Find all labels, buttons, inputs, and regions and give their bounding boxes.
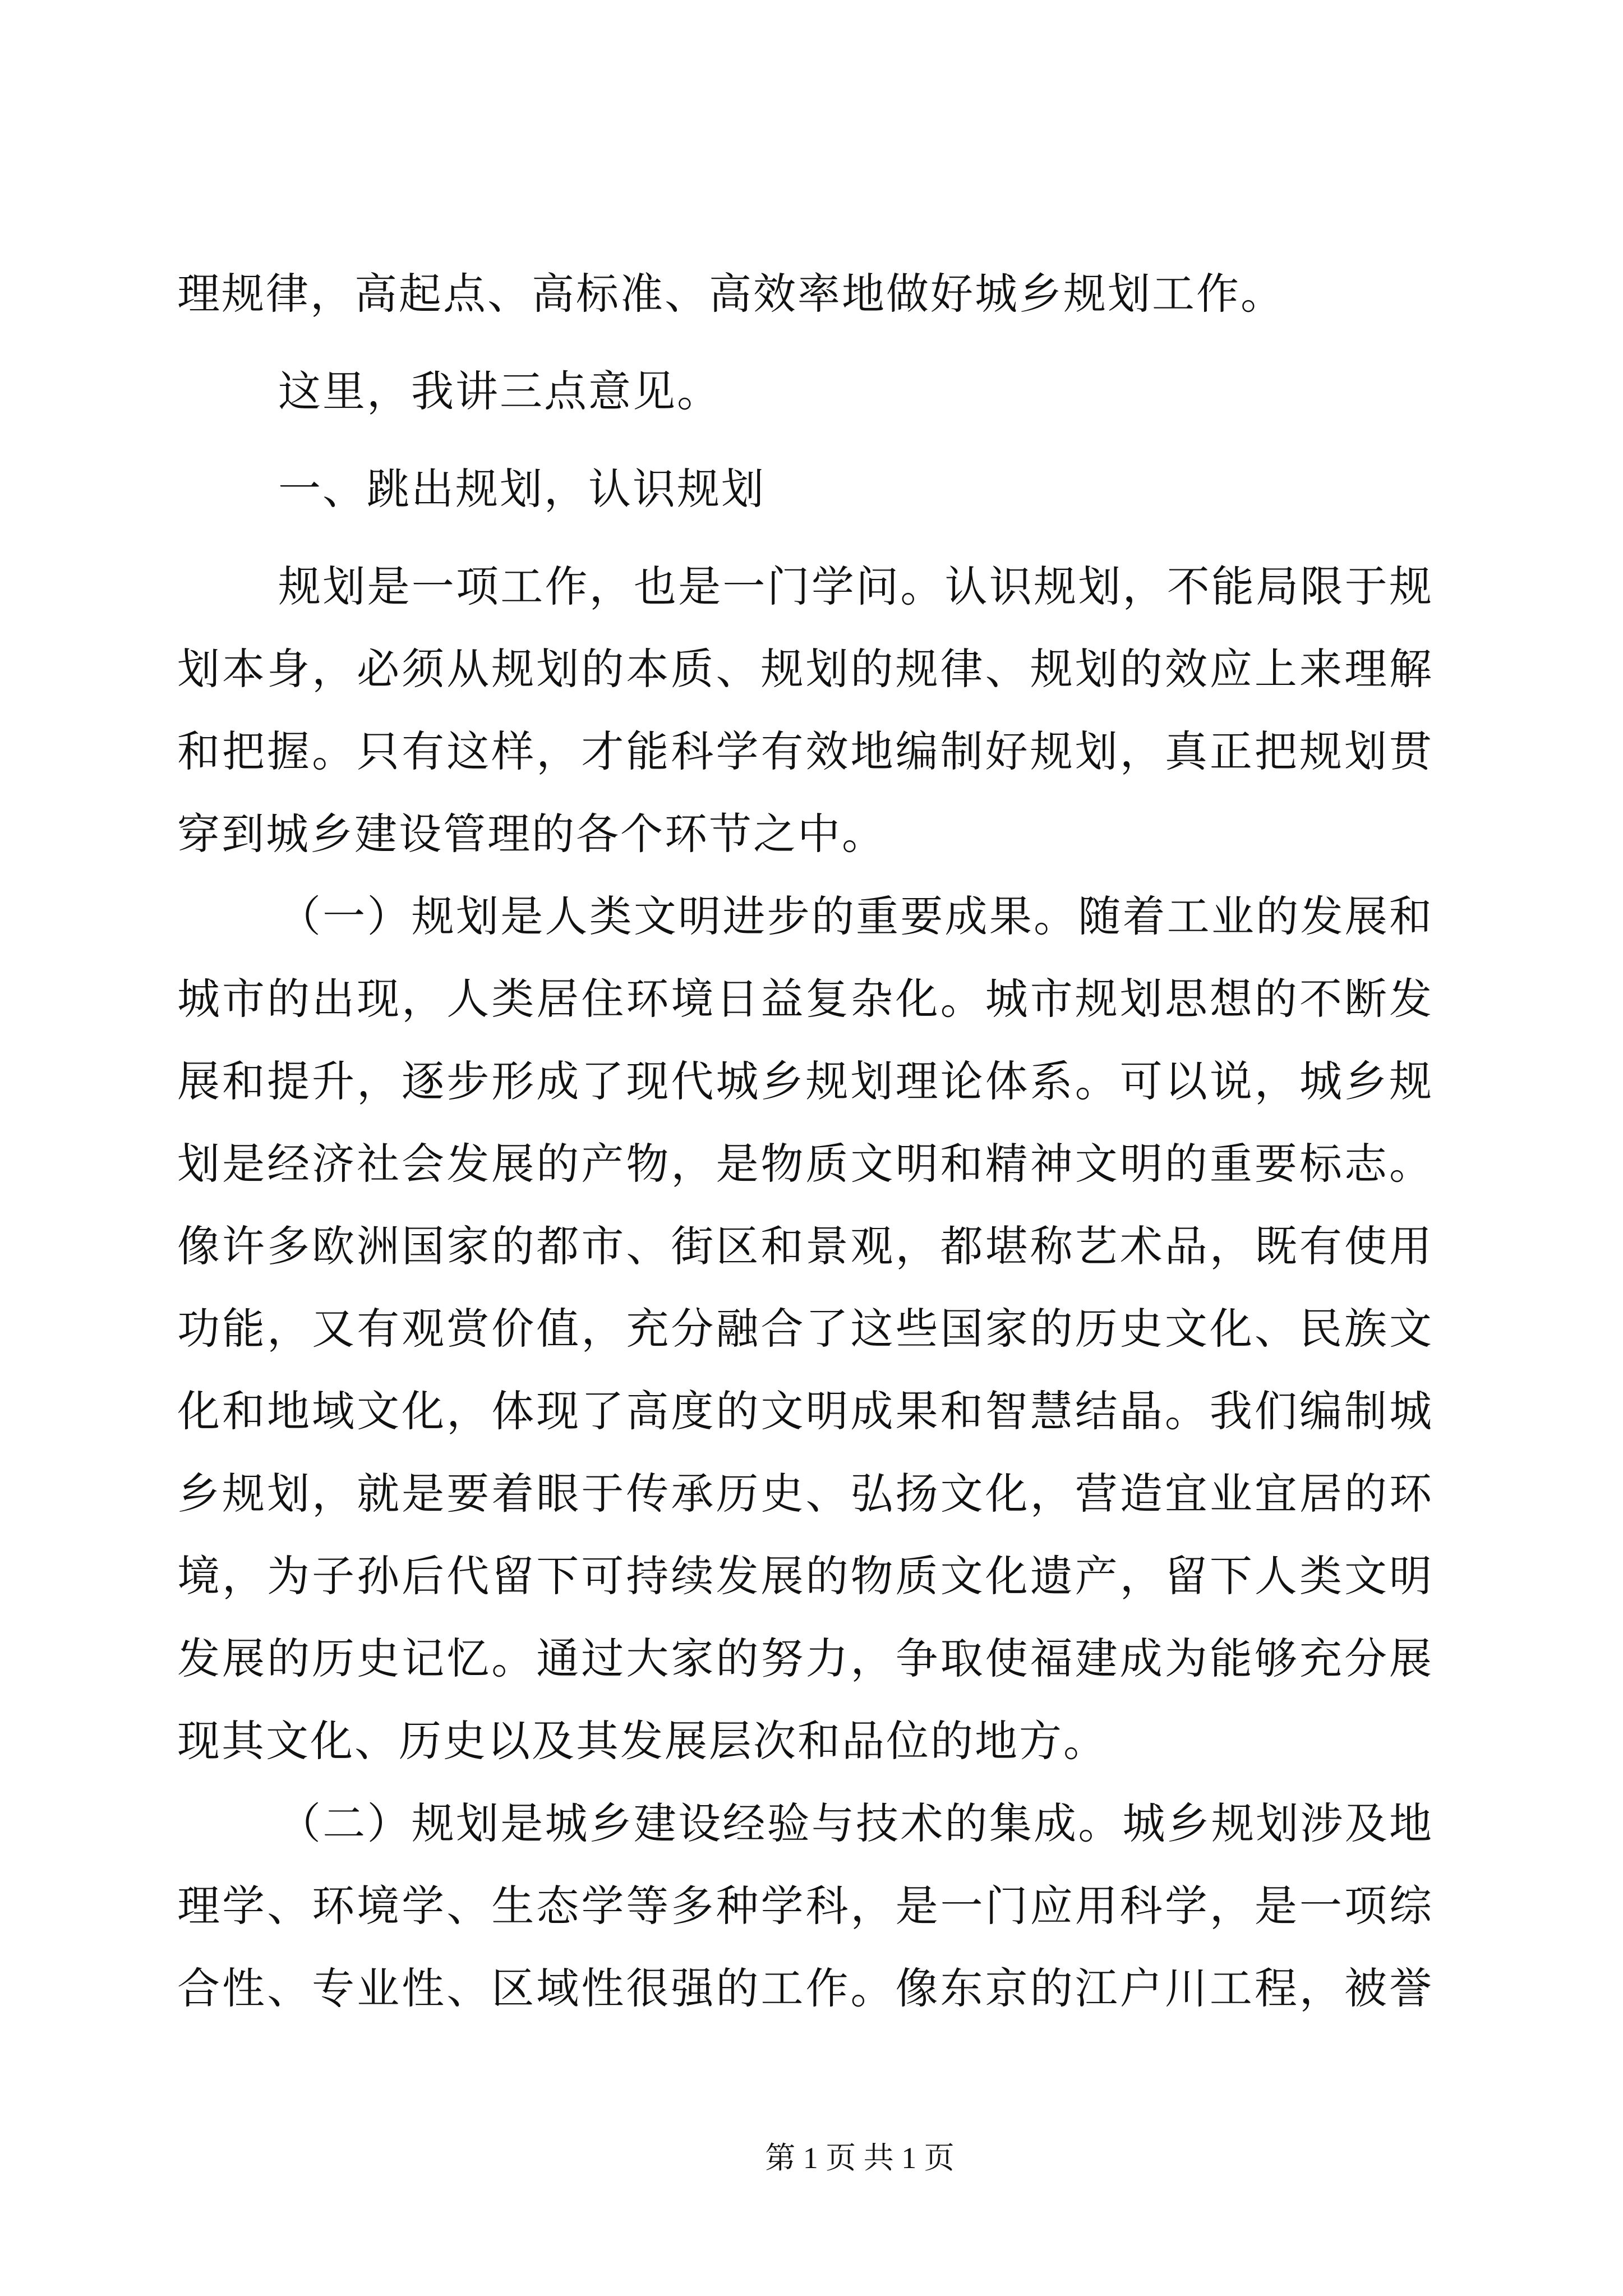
section-heading bbox=[177, 449, 1433, 531]
text-line: 发展的历史记忆。通过大家的努力，争取使福建成为能够充分展 bbox=[177, 1636, 1433, 1683]
text-line: 理规律，高起点、高标准、高效率地做好城乡规划工作。 bbox=[177, 271, 1285, 318]
paragraph bbox=[177, 876, 1433, 1783]
text-line: 和把握。只有这样，才能科学有效地编制好规划，真正把规划贯 bbox=[177, 729, 1433, 776]
document-body bbox=[177, 254, 1433, 2031]
text-line: 划本身，必须从规划的本质、规划的规律、规划的效应上来理解 bbox=[177, 646, 1433, 693]
text-line: 理学、环境学、生态学等多种学科，是一门应用科学，是一项综 bbox=[177, 1883, 1433, 1930]
text-line: 现其文化、历史以及其发展层次和品位的地方。 bbox=[177, 1718, 1108, 1765]
text-line: 城市的出现，人类居住环境日益复杂化。城市规划思想的不断发 bbox=[177, 976, 1433, 1023]
text-line: 展和提升，逐步形成了现代城乡规划理论体系。可以说，城乡规 bbox=[177, 1059, 1433, 1106]
paragraph bbox=[177, 254, 1433, 336]
text-line: 规划是一项工作，也是一门学问。认识规划，不能局限于规 bbox=[278, 564, 1433, 611]
text-line: （一）规划是人类文明进步的重要成果。随着工业的发展和 bbox=[278, 894, 1433, 941]
paragraph bbox=[177, 351, 1433, 434]
text-line: 合性、专业性、区域性很强的工作。像东京的江户川工程，被誉 bbox=[177, 1966, 1433, 2013]
page-footer: 第 1 页 共 1 页 bbox=[765, 2141, 955, 2175]
paragraph bbox=[177, 1783, 1433, 2031]
text-line: 化和地域文化，体现了高度的文明成果和智慧结晶。我们编制城 bbox=[177, 1388, 1433, 1435]
text-line: 这里，我讲三点意见。 bbox=[278, 369, 721, 416]
text-line: 穿到城乡建设管理的各个环节之中。 bbox=[177, 811, 886, 858]
text-line: 一、跳出规划，认识规划 bbox=[278, 466, 766, 513]
text-line: 像许多欧洲国家的都市、街区和景观，都堪称艺术品，既有使用 bbox=[177, 1223, 1433, 1271]
text-line: 功能，又有观赏价值，充分融合了这些国家的历史文化、民族文 bbox=[177, 1306, 1433, 1353]
text-line: 乡规划，就是要着眼于传承历史、弘扬文化，营造宜业宜居的环 bbox=[177, 1471, 1433, 1518]
text-line: （二）规划是城乡建设经验与技术的集成。城乡规划涉及地 bbox=[278, 1801, 1433, 1848]
text-line: 划是经济社会发展的产物，是物质文明和精神文明的重要标志。 bbox=[177, 1141, 1433, 1188]
paragraph bbox=[177, 546, 1433, 876]
text-line: 境，为子孙后代留下可持续发展的物质文化遗产，留下人类文明 bbox=[177, 1553, 1433, 1600]
